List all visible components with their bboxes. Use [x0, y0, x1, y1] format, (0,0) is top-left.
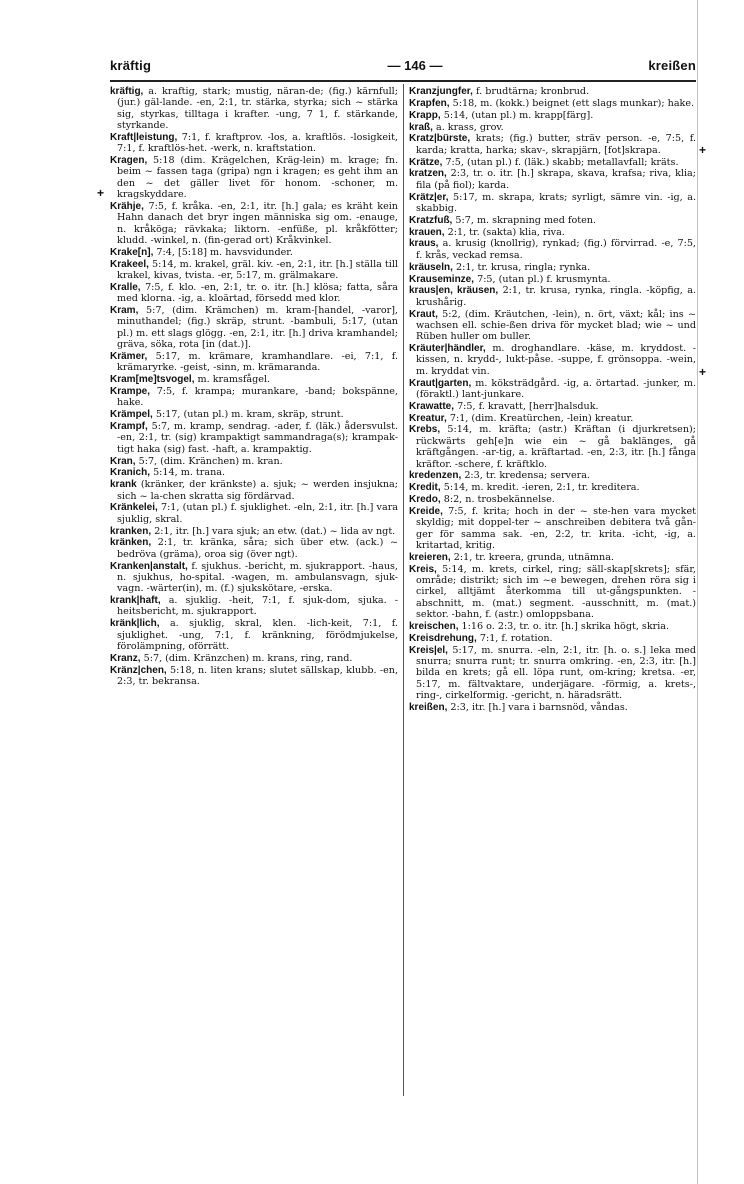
entry-headword: Kraut|garten,: [409, 377, 472, 389]
entry-text: (kränker, der kränkste) a. sjuk; ~ werden insjukna; sich ~ la-chen skratta sig fördärvad.: [117, 479, 398, 502]
entry-headword: Krampe,: [110, 385, 151, 397]
entry-text: 5:7, m. skrapning med foten.: [455, 214, 596, 226]
entry-text: 5:2, (dim. Kräutchen, -lein), n. ört, växt; kål; ins ~ wachsen ell. schie-ßen driva för mycket blad; wie ~ und Rüben huller om buller.: [416, 308, 696, 343]
dictionary-entry: [409, 238, 696, 261]
entry-headword: Kratzfuß,: [409, 214, 453, 226]
entry-headword: Kram[me]tsvogel,: [110, 374, 195, 386]
left-column: [110, 86, 398, 1098]
entry-headword: Kran,: [110, 455, 136, 467]
entry-headword: kraus|en, kräusen,: [409, 285, 499, 297]
dictionary-entry: [110, 351, 398, 374]
entry-headword: kreieren,: [409, 551, 451, 563]
entry-text: 8:2, n. trosbekännelse.: [443, 494, 555, 506]
entry-text: a. sjuklig. -heit, 7:1, f. sjuk-dom, sjuka. -heitsbericht, m. sjukrapport.: [117, 595, 398, 618]
entry-text: 5:7, (dim. Krämchen) m. kram-[handel, -varor], minuthandel; (fig.) skräp, strunt. -bambuli, 5:17, (utan pl.) m. ett slags glögg. -en, 2:1, itr. [h.] driva kramhandel; gräva, söka, rota [in (dat.)].: [117, 305, 398, 351]
entry-headword: Kralle,: [110, 281, 141, 293]
dictionary-entry: [409, 506, 696, 551]
entry-headword: Krake[n],: [110, 246, 154, 258]
dictionary-entry: [110, 502, 398, 525]
dictionary-entry: [409, 122, 696, 133]
entry-headword: Krapfen,: [409, 97, 450, 109]
entry-text: m. köksträdgård. -ig, a. örtartad. -junker, m. (föraktl.) lant-junkare.: [416, 377, 696, 400]
entry-headword: kraus,: [409, 238, 439, 250]
entry-text: 5:17, m. krämare, kramhandlare. -ei, 7:1, f. krämaryrke. -geist, -sinn, m. krämaranda.: [117, 350, 398, 374]
dictionary-entry: [409, 378, 696, 401]
entry-headword: Kredo,: [409, 494, 441, 506]
entry-headword: Krämer,: [110, 350, 148, 362]
entry-headword: Krampf,: [110, 420, 148, 432]
entry-headword: kreißen,: [409, 701, 448, 713]
dictionary-entry: [110, 665, 398, 688]
entry-headword: Kranich,: [110, 467, 151, 479]
entry-headword: Kranzjungfer,: [409, 86, 473, 97]
entry-text: 7:5, f. krita; hoch in der ~ ste-hen vara mycket skyldig; mit doppel-ter ~ anschreiben debitera två gån-ger för samma sak. -en, 2:2, tr. krita. -icht, -ig, a. kritartad, kritig.: [416, 505, 696, 551]
entry-headword: kreischen,: [409, 620, 459, 632]
dictionary-entry: [110, 132, 398, 155]
entry-text: 1:16 o. 2:3, tr. o. itr. [h.] skrika högt, skria.: [461, 620, 670, 632]
entry-text: 5:18 (dim. Krägelchen, Kräg-lein) m. krage; fn. beim ~ fassen taga (gripa) ngn i kragen; es geht ihm an den ~ det gäller livet för honom. -schoner, m. kragskyddare.: [117, 155, 398, 201]
entry-headword: Kreatur,: [409, 412, 447, 424]
entry-headword: Krakeel,: [110, 258, 149, 270]
dictionary-entry: [409, 633, 696, 644]
dictionary-entry: [409, 401, 696, 412]
entry-headword: Krauseminze,: [409, 273, 475, 285]
entry-text: krats; (fig.) butter, sträv person. -e, 7:5, f. karda; kratta, harka; skav-, skrapjärn, [fot]skrapa.: [416, 133, 696, 156]
entry-text: 7:5, f. kråka. -en, 2:1, itr. [h.] gala; es kräht kein Hahn danach det bryr ingen människa sig om. -enauge, n. kråköga; rävkaka; liktorn. -enfüße, pl. kråkfötter; kludd. -winkel, n. (fin-gerad ort) Kråkvinkel.: [117, 200, 398, 246]
page-edge: [697, 0, 698, 1184]
entry-headword: kratzen,: [409, 168, 447, 180]
dictionary-entry: [110, 201, 398, 246]
entry-headword: Kraut,: [409, 308, 438, 320]
dictionary-entry: [110, 282, 398, 305]
margin-plus-mark: +: [699, 143, 707, 157]
dictionary-entry: [409, 274, 696, 285]
dictionary-entry: [409, 110, 696, 121]
dictionary-entry: [409, 621, 696, 632]
entry-text: 7:5, f. krampa; murankare, -band; bokspänne, hake.: [117, 385, 398, 409]
dictionary-entry: [110, 653, 398, 664]
entry-text: 2:1, itr. [h.] vara sjuk; an etw. (dat.) ~ lida av ngt.: [154, 525, 396, 537]
entry-text: 2:1, tr. krusa, rynka, ringla. -köpfig, a. krushårig.: [416, 285, 696, 308]
entry-headword: kränken,: [110, 537, 152, 549]
dictionary-entry: [110, 409, 398, 420]
entry-headword: Krätz|er,: [409, 191, 449, 203]
entry-headword: Krähje,: [110, 200, 144, 212]
entry-text: 7:5, (utan pl.) f. krusmynta.: [477, 273, 611, 285]
dictionary-entry: [110, 305, 398, 350]
dictionary-entry: [409, 702, 696, 713]
entry-text: 5:18, m. (kokk.) beignet (ett slags munkar); hake.: [452, 97, 695, 109]
entry-text: 5:18, n. liten krans; slutet sällskap, klubb. -en, 2:3, tr. bekransa.: [117, 664, 398, 688]
entry-headword: kräftig,: [110, 86, 144, 97]
dictionary-entry: [409, 262, 696, 273]
entry-headword: Krawatte,: [409, 400, 455, 412]
dictionary-entry: [110, 595, 398, 618]
entry-text: 5:17, m. snurra. -eln, 2:1, itr. [h. o. s.] leka med snurra; snurra runt; tr. snurra omkring. -en, 2:3, itr. [h.] bilda en krets; gå ell. löpa runt, om-kring; kretsa. -er, 5:17, m. fältvaktare, underjägare. -förmig, a. krets-, ring-, cirkelformig. -gericht, n. häradsrätt.: [416, 644, 696, 701]
dictionary-entry: [110, 86, 398, 131]
entry-headword: kränk|lich,: [110, 618, 160, 630]
dictionary-entry: [110, 479, 398, 502]
entry-headword: Kränz|chen,: [110, 664, 167, 676]
dictionary-entry: [409, 285, 696, 308]
dictionary-entry: [110, 467, 398, 478]
dictionary-entry: [409, 552, 696, 563]
guide-word-left: kräftig: [110, 58, 152, 73]
entry-text: 7:5, f. klo. -en, 2:1, tr. o. itr. [h.] klösa; fatta, såra med klorna. -ig, a. kloärtad, försedd med klor.: [117, 281, 398, 305]
dictionary-entry: [409, 413, 696, 424]
entry-text: 5:17, (utan pl.) m. kram, skräp, strunt.: [155, 409, 344, 421]
entry-text: a. krass, grov.: [435, 121, 504, 133]
entry-headword: Kragen,: [110, 155, 148, 167]
dictionary-entry: [409, 564, 696, 621]
entry-text: 7:4, [5:18] m. havsvidunder.: [156, 246, 293, 258]
entry-headword: Krebs,: [409, 424, 441, 436]
entry-text: 2:3, tr. kredensa; servera.: [464, 470, 590, 482]
dictionary-entry: [409, 215, 696, 226]
entry-text: 7:1, (dim. Kreatürchen, -lein) kreatur.: [449, 412, 634, 424]
dictionary-entry: [409, 482, 696, 493]
entry-headword: Kränkelei,: [110, 502, 158, 514]
dictionary-entry: [409, 343, 696, 377]
column-divider: [403, 84, 404, 1096]
entry-text: 5:14, m. kräfta; (astr.) Kräftan (i djurkretsen); rückwärts geh[e]n wie ein ~ gå baklänges, gå kräftgången. -ar-tig, a. kräftartad. -en, 2:3, itr. [h.] fånga kräftor. -schere, f. kräftklo.: [416, 424, 696, 470]
dictionary-entry: [110, 526, 398, 537]
entry-headword: Krämpel,: [110, 409, 153, 421]
entry-text: 5:14, m. trana.: [153, 467, 226, 479]
entry-headword: Kredit,: [409, 482, 441, 494]
guide-word-right: kreißen: [648, 58, 696, 73]
entry-headword: Kreis|el,: [409, 644, 448, 656]
entry-headword: kräuseln,: [409, 261, 453, 273]
right-column: [409, 86, 696, 1098]
dictionary-entry: [409, 494, 696, 505]
entry-text: 2:3, tr. o. itr. [h.] skrapa, skava, krafsa; riva, klia; fila (på fiol); karda.: [416, 168, 696, 191]
page-number: — 146 —: [387, 58, 443, 73]
dictionary-entry: [110, 456, 398, 467]
dictionary-entry: [409, 309, 696, 343]
dictionary-entry: [409, 227, 696, 238]
dictionary-entry: [110, 374, 398, 385]
entry-text: m. droghandlare. -käse, m. kryddost. -kissen, n. krydd-, lukt-påse. -suppe, f. grönsoppa. -wein, m. kryddat vin.: [416, 343, 696, 377]
entry-headword: krauen,: [409, 226, 445, 238]
entry-headword: Kreide,: [409, 505, 443, 517]
dictionary-entry: [110, 561, 398, 595]
entry-text: 5:7, m. kramp, sendrag. -ader, f. (läk.) ådersvulst. -en, 2:1, tr. (sig) krampaktigt sammandraga(s); krampak-tigt haka (sig) fast. -haft, a. krampaktig.: [117, 420, 398, 455]
entry-text: 2:1, tr. krusa, ringla; rynka.: [455, 261, 591, 273]
entry-headword: krank: [110, 479, 137, 491]
entry-text: 2:1, tr. (sakta) klia, riva.: [447, 226, 565, 238]
page-header: [110, 58, 696, 80]
entry-headword: Krätze,: [409, 156, 443, 168]
entry-text: 5:14, m. kredit. -ieren, 2:1, tr. kreditera.: [443, 482, 640, 494]
dictionary-entry: [409, 86, 696, 97]
dictionary-entry: [409, 98, 696, 109]
entry-headword: Kratz|bürste,: [409, 133, 471, 145]
dictionary-entry: [409, 157, 696, 168]
entry-text: 5:14, m. krets, cirkel, ring; säll-skap[skrets]; sfär, område; distrikt; sich im ~e bewegen, drehen röra sig i cirkel, alltjämt återkomma till ut-gångspunkten. -abschnitt, m. (mat.) segment. -ausschnitt, m. (mat.) sektor. -bahn, f. (astr.) omloppsbana.: [416, 563, 696, 620]
entry-headword: Kräuter|händler,: [409, 343, 486, 355]
entry-text: 2:1, tr. kreera, grunda, utnämna.: [453, 551, 614, 563]
dictionary-entry: [409, 192, 696, 215]
entry-headword: Krapp,: [409, 109, 441, 121]
entry-text: 7:1, f. kraftprov. -los, a. kraftlös. -losigkeit, 7:1, f. kraftlös-het. -werk, n. kraftstation.: [117, 131, 398, 155]
margin-plus-mark: +: [97, 186, 105, 200]
entry-text: m. kramsfågel.: [197, 374, 271, 386]
entry-text: 2:3, itr. [h.] vara i barnsnöd, våndas.: [450, 701, 628, 713]
entry-headword: kraß,: [409, 121, 433, 133]
entry-text: 2:1, tr. kränka, såra; sich über etw. (ack.) ~ bedröva (gräma), oroa sig (över ngt).: [117, 537, 398, 560]
dictionary-entry: [110, 155, 398, 200]
entry-text: f. sjukhus. -bericht, m. sjukrapport. -haus, n. sjukhus, ho-spital. -wagen, m. ambulansvagn, sjuk-vagn. -wärter(in), m. (f.) sjukskötare, -erska.: [117, 560, 398, 595]
entry-headword: kredenzen,: [409, 470, 462, 482]
margin-plus-mark: +: [699, 365, 707, 379]
dictionary-entry: [409, 133, 696, 156]
dictionary-entry: [110, 537, 398, 560]
entry-headword: Kreisdrehung,: [409, 632, 477, 644]
entry-text: 7:1, f. rotation.: [479, 632, 553, 644]
entry-text: 7:1, (utan pl.) f. sjuklighet. -eln, 2:1, itr. [h.] vara sjuklig, skral.: [117, 502, 398, 525]
dictionary-entry: [409, 424, 696, 469]
entry-text: a. kraftig, stark; mustig, näran-de; (fig.) kärnfull; (jur.) gäl-lande. -en, 2:1, tr. stärka, styrka; sich ~ stärka sig, styrkas, tilltaga i krafter. -ung, 7 1, f. stärkande, styrkande.: [117, 86, 398, 132]
entry-text: 5:14, (utan pl.) m. krapp[färg].: [443, 109, 594, 121]
entry-text: 5:7, (dim. Kränchen) m. kran.: [138, 455, 283, 467]
entry-headword: Kranz,: [110, 652, 141, 664]
entry-headword: krank|haft,: [110, 595, 161, 607]
entry-text: f. brudtärna; kronbrud.: [475, 86, 590, 97]
entry-text: 7:5, (utan pl.) f. (läk.) skabb; metallavfall; kräts.: [445, 156, 679, 168]
dictionary-entry: [409, 470, 696, 481]
entry-headword: Kram,: [110, 305, 139, 317]
entry-text: 5:7, (dim. Kränzchen) m. krans, ring, rand.: [143, 652, 353, 664]
entry-text: 5:17, m. skrapa, krats; syrligt, sämre vin. -ig, a. skabbig.: [416, 191, 696, 214]
entry-headword: Kranken|anstalt,: [110, 560, 188, 572]
dictionary-entry: [110, 247, 398, 258]
entry-text: 7:5, f. kravatt, [herr]halsduk.: [457, 400, 599, 412]
entry-text: a. krusig (knollrig), rynkad; (fig.) förvirrad. -e, 7:5, f. krås, veckad remsa.: [416, 238, 696, 261]
entry-text: a. sjuklig, skral, klen. -lich-keit, 7:1, f. sjuklighet. -ung, 7:1, f. kränkning, förödmjukelse, förolämpning, oförrätt.: [117, 618, 398, 652]
entry-headword: Kraft|leistung,: [110, 131, 178, 143]
header-rule: [110, 80, 696, 82]
entry-headword: Kreis,: [409, 563, 437, 575]
entry-text: 5:14, m. krakel, gräl. kiv. -en, 2:1, itr. [h.] ställa till krakel, kivas, tvista. -er, 5:17, m. grälmakare.: [117, 258, 398, 281]
dictionary-entry: [110, 259, 398, 282]
dictionary-entry: [110, 618, 398, 652]
dictionary-entry: [110, 421, 398, 455]
dictionary-entry: [409, 168, 696, 191]
dictionary-entry: [409, 645, 696, 702]
entry-headword: kranken,: [110, 525, 152, 537]
dictionary-entry: [110, 386, 398, 409]
